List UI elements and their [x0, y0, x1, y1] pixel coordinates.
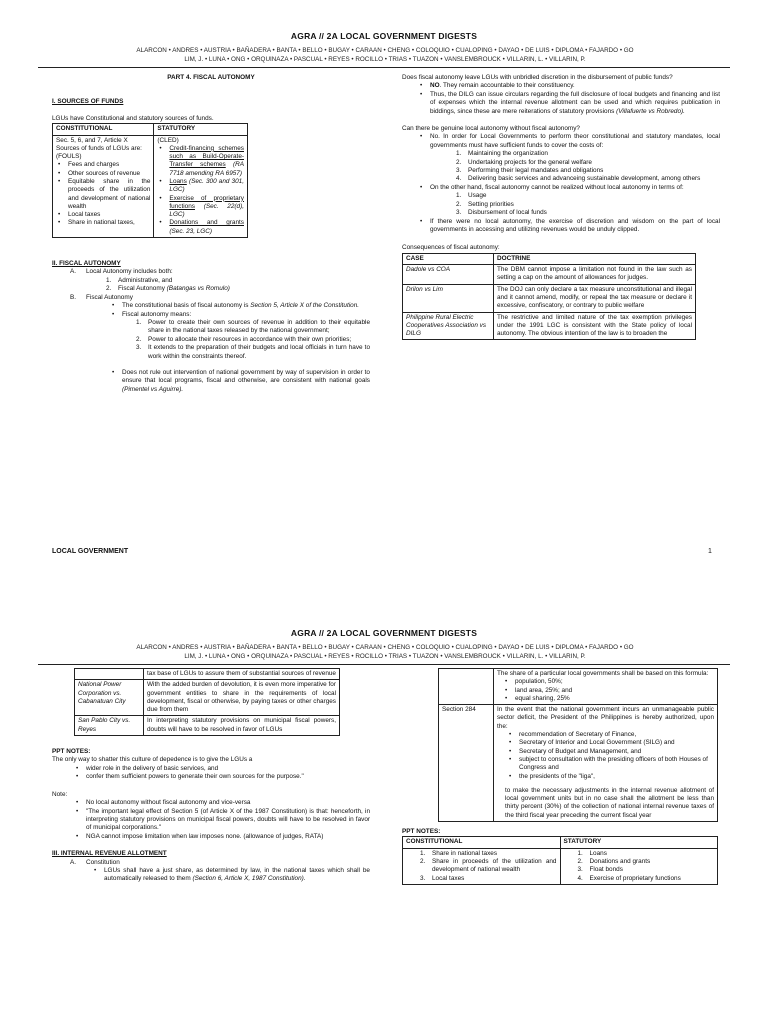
- list-item-ref: (Section 6, Article X, 1987 Constitution).: [192, 875, 306, 883]
- ira-item-a: [52, 859, 370, 867]
- list-item: 2. Undertaking projects for the general welfare: [456, 158, 592, 166]
- item-a-text: Local Autonomy includes both:: [86, 268, 173, 276]
- question-1-list: [402, 82, 720, 116]
- case-cell: Dadole vs COA: [403, 265, 494, 285]
- consequences-table-continued: [74, 668, 340, 736]
- item-b-text: Fiscal Autonomy: [86, 293, 133, 301]
- list-item: 2. Donations and grants: [577, 858, 651, 866]
- header-rule: [38, 67, 730, 68]
- list-item: [110, 302, 370, 310]
- question-1: Does fiscal autonomy leave LGUs with unbridled discretion in the disbursement of public funds?: [402, 74, 673, 81]
- list-item-ref: Section 5, Article X of the Constitution.: [250, 302, 360, 310]
- list-item: 2. Power to allocate their resources in accordance with their own priorities;: [136, 335, 352, 343]
- list-item-text: Power to allocate their resources in accordance with their own priorities;: [148, 335, 352, 343]
- page-gap: [0, 580, 768, 622]
- list-item: • "The important legal effect of Section 5 (of Article X of the 1987 Constitution) is that: henceforth, in interpreting statutory provisions on municipal fiscal powers, doubts will have to be resolved in favor of municipal corporations.": [74, 808, 370, 833]
- footer-title: LOCAL GOVERNMENT: [52, 548, 129, 555]
- list-item: 3. Performing their legal mandates and obligations: [456, 167, 604, 175]
- list-item-bold: NO: [430, 82, 440, 90]
- list-item: • Secretary of Interior and Local Government (SILG) and: [507, 739, 714, 747]
- list-item: • Share in national taxes,: [56, 219, 150, 227]
- sources-col-statutory: STATUTORY: [154, 124, 248, 135]
- table-row: [439, 669, 718, 705]
- ppt-notes-title-right: PPT NOTES:: [402, 828, 441, 836]
- ppt-notes-title: PPT NOTES:: [52, 748, 91, 756]
- section-284-text: In the event that the national government incurs an unmanageable public sector deficit, the President of the Philippines is hereby authorized, upon the:: [497, 706, 714, 730]
- list-item: • NGA cannot impose limitation when law imposes none. (allowance of judges, RATA): [74, 833, 370, 841]
- section-ira-title: III. INTERNAL REVENUE ALLOTMENT: [52, 850, 167, 858]
- item-a-label: A.: [70, 268, 77, 276]
- consequences-title: Consequences of fiscal autonomy:: [402, 244, 500, 252]
- statutory-item-ref: (Sec. 300 and 301, LGC): [169, 178, 244, 194]
- section-284-label: Section 284: [439, 705, 494, 822]
- doctrine-cell: tax base of LGUs to assure them of substantial sources of revenue: [144, 669, 340, 680]
- list-item-text: Maintaining the organization: [468, 150, 548, 158]
- list-item: • equal sharing, 25%: [503, 695, 714, 703]
- list-item: 3. It extends to the preparation of their budgets and local officials in turn have to work within the constraints thereof.: [136, 344, 370, 360]
- header-names: [40, 643, 730, 661]
- page1-right-column: [402, 74, 720, 340]
- ppt-notes-list: [52, 765, 370, 782]
- ira-item-a-label: A.: [70, 858, 77, 866]
- statutory-item-text: Credit-financing schemes such as Build-Operate-Transfer schemes: [169, 144, 244, 169]
- page1-left-column: [52, 74, 370, 394]
- table-row: [403, 312, 696, 340]
- consequences-col-case: CASE: [403, 253, 494, 264]
- ppt-constitutional-cell: [403, 848, 561, 884]
- list-item: 3. Local taxes: [420, 874, 465, 882]
- header-rule: [38, 664, 730, 665]
- list-item: [110, 369, 370, 394]
- list-item: 1. Loans: [577, 849, 607, 857]
- list-item-text: Fiscal Autonomy: [118, 285, 165, 293]
- sources-c1-line2: Sources of funds of LGUs are:: [56, 144, 142, 152]
- list-item-text: Administrative, and: [118, 276, 173, 284]
- list-item-text: Share in national taxes: [432, 849, 498, 857]
- list-item-text: Local taxes: [432, 874, 465, 882]
- section-284-cell: [494, 705, 718, 822]
- section-sources-title: I. SOURCES OF FUNDS: [52, 98, 124, 106]
- consequences-table: [402, 253, 696, 341]
- list-item-ref: (Villafuerte vs Robredo).: [616, 107, 685, 115]
- list-item: • Other sources of revenue: [56, 170, 150, 178]
- sources-table: [52, 123, 248, 238]
- table-row: [403, 284, 696, 312]
- list-item: • Local taxes: [56, 211, 150, 219]
- ppt-sources-table: [402, 836, 718, 884]
- list-item: • population, 50%;: [503, 678, 714, 686]
- doctrine-cell: The DOJ can only declare a tax measure unconstitutional and illegal and it cannot amend, modify, or repeal the tax measure or declare it excessive, confiscatory, or contrary to public welfare: [494, 284, 696, 312]
- list-item: 1. Power to create their own sources of revenue in addition to their equitable share in the national taxes released by the national government;: [136, 318, 370, 335]
- list-item-text: Share in proceeds of the utilization and development of national wealth: [432, 858, 557, 874]
- list-item-text: Delivering basic services and advanceing sustainable development, among others: [468, 175, 701, 183]
- list-item-text: Setting priorities: [468, 200, 514, 208]
- list-item: [418, 91, 720, 116]
- item-b: [52, 294, 370, 302]
- statutory-item-ref: (Sec. 22(d), LGC): [169, 202, 244, 219]
- section-284-tail: to make the necessary adjustments in the internal revenue allotment of local government units but in no case shall the allotment be less than thirty percent (30%) of the collection of national internal revenue taxes of the third fiscal year preceding the current fiscal year: [505, 786, 714, 819]
- list-item: • If there were no local autonomy, the exercise of discretion and wisdom on the part of local governments in accessing and utilizing revenues would be unduly clipped.: [418, 218, 720, 235]
- list-item-text: Loans: [589, 849, 607, 857]
- list-item: • subject to consultation with the presiding officers of both Houses of Congress and: [507, 756, 714, 773]
- list-item: 2. Share in proceeds of the utilization and development of national wealth: [420, 858, 557, 874]
- doctrine-cell: The restrictive and limited nature of the tax exemption privileges under the 1991 LGC is consistent with the State policy of local autonomy. The obvious intention of the law is to broaden the: [494, 312, 696, 340]
- page2-left-column: [52, 668, 370, 884]
- case-cell: Drilon vs Lim: [403, 284, 494, 312]
- page2-right-column: [402, 668, 718, 885]
- list-item: 3. Disbursement of local funds: [456, 209, 547, 217]
- ira-label-cell: [439, 669, 494, 705]
- list-item: 2. Setting priorities: [456, 200, 514, 208]
- fiscal-means-list: [122, 319, 370, 361]
- table-row: [403, 265, 696, 285]
- sources-statutory-cell: [154, 135, 248, 238]
- question-2-list: [402, 133, 720, 234]
- list-item: [418, 82, 720, 90]
- list-item: [110, 311, 370, 361]
- case-cell: Philippine Rural Electric Cooperatives Association vs DILG: [403, 312, 494, 340]
- header-names-line1: ALARCON • ANDRES • AUSTRIA • BAÑADERA • BANTA • BELLO • BUGAY • CARAAN • CHENG • COLOQUIO • CUALOPING • DAYAO • DE LUIS • DIPLOMA • FAJARDO • GO: [136, 644, 634, 651]
- table-row: [75, 669, 340, 680]
- list-item-text: Power to create their own sources of revenue in addition to their equitable share in the national taxes released by the national government;: [148, 318, 370, 335]
- list-item-text: Donations and grants: [589, 858, 651, 866]
- list-item: [157, 195, 244, 220]
- statutory-item-text: Exercise of proprietary functions: [169, 194, 244, 210]
- list-item-text: No. In order for Local Governments to perform theor constitutional and statutory mandates, local governments must have sufficient funds to cover the costs of:: [430, 133, 720, 149]
- list-item-text: Float bonds: [589, 866, 623, 874]
- note-title: Note:: [52, 790, 68, 798]
- page-number: 1: [708, 548, 712, 555]
- section-284-list: [497, 731, 714, 781]
- list-item: 4. Exercise of proprietary functions: [577, 874, 681, 882]
- part-title: PART 4. FISCAL AUTONOMY: [167, 74, 255, 81]
- costs-list: [430, 150, 720, 184]
- list-item: • wider role in the delivery of basic services, and: [74, 765, 370, 773]
- list-item-text: Performing their legal mandates and obligations: [468, 167, 604, 175]
- list-item: • land area, 25%; and: [503, 687, 714, 695]
- document-page-2: [0, 622, 768, 1024]
- list-item-text: Exercise of proprietary functions: [589, 874, 681, 882]
- question-2: Can there be genuine local autonomy without fiscal autonomy?: [402, 125, 580, 133]
- ppt-statutory-cell: [560, 848, 718, 884]
- list-item-text: Fiscal autonomy means:: [122, 310, 192, 318]
- list-item-text: Usage: [468, 192, 487, 200]
- ppt-col-statutory: STATUTORY: [560, 837, 718, 848]
- list-item: [418, 133, 720, 183]
- list-item: • No local autonomy without fiscal autonomy and vice-versa: [74, 799, 370, 807]
- list-item: 1. Maintaining the organization: [456, 150, 548, 158]
- item-b-list: [52, 302, 370, 394]
- sources-constitutional-cell: [53, 135, 154, 238]
- ppt-col-constitutional: CONSTITUTIONAL: [403, 837, 561, 848]
- list-item: 1. Share in national taxes: [420, 849, 498, 857]
- list-item: • Fees and charges: [56, 161, 150, 169]
- consequences-col-doctrine: DOCTRINE: [494, 253, 696, 264]
- list-item-text: Undertaking projects for the general welfare: [468, 158, 592, 166]
- case-cell: [75, 669, 144, 680]
- table-row: [75, 680, 340, 716]
- header-names-line2: LIM, J. • LUNA • ONG • ORQUINAZA • PASCUAL • REYES • ROCILLO • TRIAS • TUAZON • VANSLEMBROUCK • VILLARIN, L. • VILLARIN, P.: [184, 56, 586, 63]
- list-item: • Secretary of Budget and Management, and: [507, 748, 714, 756]
- list-item: • confer them sufficient powers to generate their own sources for the purpose.": [74, 773, 370, 781]
- statutory-item-ref: (RA 7718 amending RA 6957): [169, 161, 244, 177]
- ira-item-a-text: Constitution: [86, 858, 120, 866]
- list-item-ref: (Pimentel vs Aguirre).: [122, 385, 184, 393]
- case-cell: San Pablo City vs. Reyes: [75, 716, 144, 736]
- formula-intro: The share of a particular local governments shall be based on this formula:: [497, 670, 709, 677]
- list-item: 1. Usage: [456, 192, 487, 200]
- doctrine-cell: With the added burden of devolution, it is even more imperative for government entities to share in the requirements of local development, fiscal or otherwise, by paying taxes or other charges due from them: [144, 680, 340, 716]
- ira-item-a-list: [52, 867, 370, 884]
- list-item-text: The constitutional basis of fiscal autonomy is: [122, 302, 251, 310]
- doctrine-cell: In interpreting statutory provisions on municipal fiscal powers, doubts will have to be resolved in favor of LGUs: [144, 716, 340, 736]
- list-item: • recommendation of Secretary of Finance,: [507, 731, 714, 739]
- list-item: 3. Float bonds: [577, 866, 623, 874]
- sources-c2-line1: (CLED): [157, 136, 179, 144]
- list-item-text: It extends to the preparation of their budgets and local officials in turn have to work within the constraints thereof.: [148, 344, 370, 360]
- header-names: [40, 46, 730, 64]
- statutory-item-text: Loans: [169, 178, 187, 185]
- ppt-statutory-list: [564, 850, 715, 883]
- list-item: [92, 867, 370, 884]
- table-row: [439, 705, 718, 822]
- list-item: • Equitable share in the proceeds of the utilization and development of national wealth: [56, 178, 150, 211]
- list-item-text: Does not rule out intervention of national government by way of supervision in order to ensure that local programs, fiscal and otherwise, are consistent with national goals: [122, 368, 370, 385]
- header-names-line2: LIM, J. • LUNA • ONG • ORQUINAZA • PASCUAL • REYES • ROCILLO • TRIAS • TUAZON • VANSLEMBROUCK • VILLARIN, L. • VILLARIN, P.: [184, 653, 586, 660]
- list-item: 1. Administrative, and: [106, 276, 173, 284]
- list-item: [157, 145, 244, 178]
- ppt-notes-intro: The only way to shatter this culture of depedence is to give the LGUs a: [52, 756, 253, 764]
- doctrine-cell: The DBM cannot impose a limitation not found in the law such as setting a cap on the amount of allowances for judges.: [494, 265, 696, 285]
- list-item-text: On the other hand, fiscal autonomy cannot be realized without local autonomy in terms of:: [430, 183, 684, 191]
- statutory-item-ref: (Sec. 23, LGC): [169, 227, 213, 235]
- autonomy-terms-list: [430, 192, 720, 217]
- ira-table: [438, 668, 718, 822]
- list-item: [157, 178, 244, 195]
- header-title: AGRA // 2A LOCAL GOVERNMENT DIGESTS: [290, 628, 478, 638]
- table-row: [75, 716, 340, 736]
- sources-intro: LGUs have Constitutional and statutory sources of funds.: [52, 114, 214, 122]
- ira-formula-cell: [494, 669, 718, 705]
- header-title: AGRA // 2A LOCAL GOVERNMENT DIGESTS: [290, 31, 478, 41]
- list-item-ref: (Batangas vs Romulo): [166, 285, 230, 293]
- list-item: [157, 219, 244, 236]
- statutory-item-text: Donations and grants: [169, 219, 244, 227]
- list-item: 4. Delivering basic services and advanceing sustainable development, among others: [456, 175, 701, 183]
- list-item-text: . They remain accountable to their constituency.: [439, 82, 575, 90]
- list-item-text: Thus, the DILG can issue circulars regarding the full disclosure of local budgets and financing and list of expenses which the internal revenue allotment can be used and which requires publication in biddings, since these are mere reiterations of statutory provisions: [430, 90, 720, 115]
- item-a: [52, 268, 370, 276]
- list-item-text: Disbursement of local funds: [468, 209, 547, 217]
- list-item-text: LGUs shall have a just share, as determined by law, in the national taxes which shall be automatically released to them: [104, 866, 370, 883]
- item-b-label: B.: [70, 293, 77, 301]
- item-a-list: [52, 277, 370, 294]
- sources-col-constitutional: CONSTITUTIONAL: [53, 124, 154, 135]
- formula-list: [497, 678, 714, 703]
- sources-c1-line3: (FOULS): [56, 153, 82, 161]
- sources-c1-line1: Sec. 5, 6, and 7, Article X: [56, 136, 128, 144]
- list-item: [418, 184, 720, 218]
- header-names-line1: ALARCON • ANDRES • AUSTRIA • BAÑADERA • BANTA • BELLO • BUGAY • CARAAN • CHENG • COLOQUIO • CUALOPING • DAYAO • DE LUIS • DIPLOMA • FAJARDO • GO: [136, 47, 634, 54]
- list-item: • the presidents of the "liga",: [507, 773, 714, 781]
- note-list: [52, 799, 370, 841]
- case-cell: National Power Corporation vs. Cabanatuan City: [75, 680, 144, 716]
- list-item: 2. Fiscal Autonomy (Batangas vs Romulo): [106, 285, 230, 293]
- section-fiscal-autonomy-title: II. FISCAL AUTONOMY: [52, 260, 121, 268]
- ppt-constitutional-list: [406, 850, 557, 883]
